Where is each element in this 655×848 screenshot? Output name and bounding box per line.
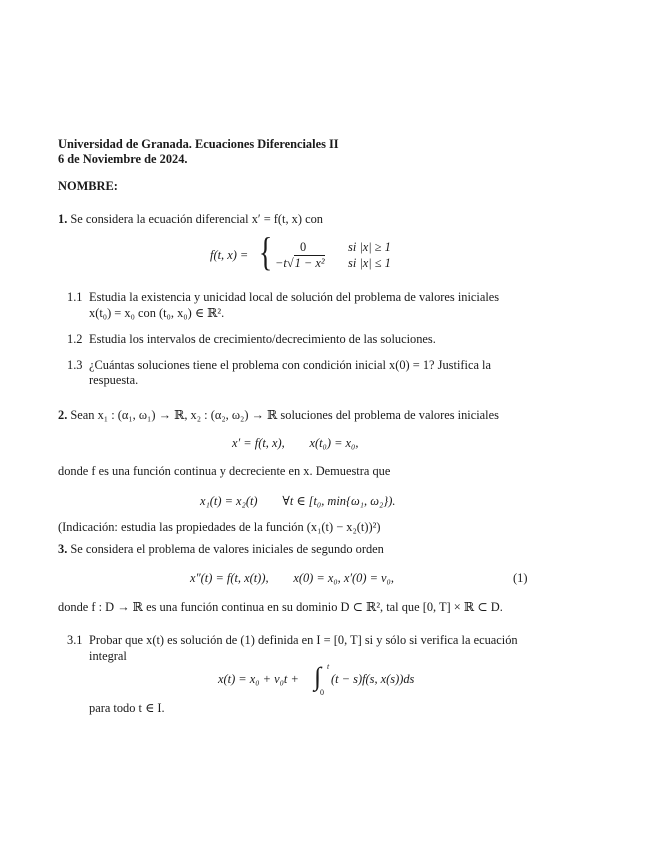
problem-1-text: Se considera la ecuación diferencial x′ = f(t, x) con	[70, 212, 323, 226]
item-1-3-line1: ¿Cuántas soluciones tiene el problema con condición inicial x(0) = 1? Justifica la	[89, 358, 491, 372]
case1-condition: si |x| ≥ 1	[348, 240, 391, 254]
item-3-1-line2: integral	[89, 649, 127, 663]
case2-coefficient: −t	[275, 256, 287, 270]
item-1-3-number: 1.3	[67, 358, 83, 372]
item-1-1-line2: x(t₀) = x₀ con (t₀, x₀) ∈ ℝ².	[89, 306, 225, 320]
case1-value: 0	[300, 240, 307, 254]
piecewise-lhs: f(t, x) =	[210, 248, 249, 262]
university-title: Universidad de Granada. Ecuaciones Diferenciales II	[58, 137, 339, 151]
item-1-3-line2: respuesta.	[89, 373, 139, 387]
left-brace: {	[258, 229, 273, 274]
problem-3-intro	[58, 542, 384, 557]
item-3-1-number: 3.1	[67, 633, 83, 647]
item-3-1-line1: Probar que x(t) es solución de (1) definida en I = [0, T] si y sólo si verifica la ecuación	[89, 633, 518, 647]
problem-2-number: 2.	[58, 408, 68, 422]
item-1-1-number: 1.1	[67, 290, 83, 304]
item-1-2-number: 1.2	[67, 332, 83, 346]
item-1-2-line1: Estudia los intervalos de crecimiento/decrecimiento de las soluciones.	[89, 332, 436, 346]
item-1-1-line1: Estudia la existencia y unicidad local de solución del problema de valores iniciales	[89, 290, 500, 304]
integral-upper-limit: t	[327, 662, 330, 671]
problem-2-condition: donde f es una función continua y decreciente en x. Demuestra que	[58, 464, 391, 478]
equation-tag: (1)	[513, 571, 528, 585]
integral-lower-limit: 0	[320, 688, 324, 697]
case2-condition: si |x| ≤ 1	[348, 256, 391, 270]
sqrt-symbol: √	[286, 256, 294, 270]
name-label: NOMBRE:	[58, 179, 118, 193]
problem-2-ivp: x′ = f(t, x), x(t₀) = x₀,	[232, 436, 359, 450]
problem-3-number: 3.	[58, 542, 68, 556]
exam-date: 6 de Noviembre de 2024.	[58, 152, 188, 166]
case2-value	[275, 256, 325, 271]
integral-sign: ∫	[314, 662, 322, 691]
problem-2-intro	[58, 407, 499, 423]
problem-3-domain: donde f : D → ℝ es una función continua en su dominio D ⊂ ℝ², tal que [0, T] × ℝ ⊂ D.	[58, 600, 503, 614]
problem-2-text: Sean x₁ : (α₁, ω₁) → ℝ, x₂ : (α₂, ω₂) → ℝ soluciones del problema de valores iniciales	[70, 408, 499, 422]
item-3-1-closing: para todo t ∈ I.	[89, 701, 165, 715]
problem-3-equation: x″(t) = f(t, x(t)), x(0) = x₀, x′(0) = v₀,	[190, 571, 394, 585]
problem-2-hint: (Indicación: estudia las propiedades de la función (x₁(t) − x₂(t))²)	[58, 520, 381, 534]
integral-integrand: (t − s)f(s, x(s))ds	[331, 672, 415, 686]
integral-lhs: x(t) = x₀ + v₀t +	[218, 672, 299, 686]
problem-3-text: Se considera el problema de valores iniciales de segundo orden	[70, 542, 384, 556]
problem-1-number: 1.	[58, 212, 68, 226]
case2-radicand: 1 − x²	[294, 256, 325, 270]
problem-2-claim: x₁(t) = x₂(t) ∀t ∈ [t₀, min{ω₁, ω₂}).	[200, 494, 396, 508]
problem-1-intro	[58, 212, 323, 227]
